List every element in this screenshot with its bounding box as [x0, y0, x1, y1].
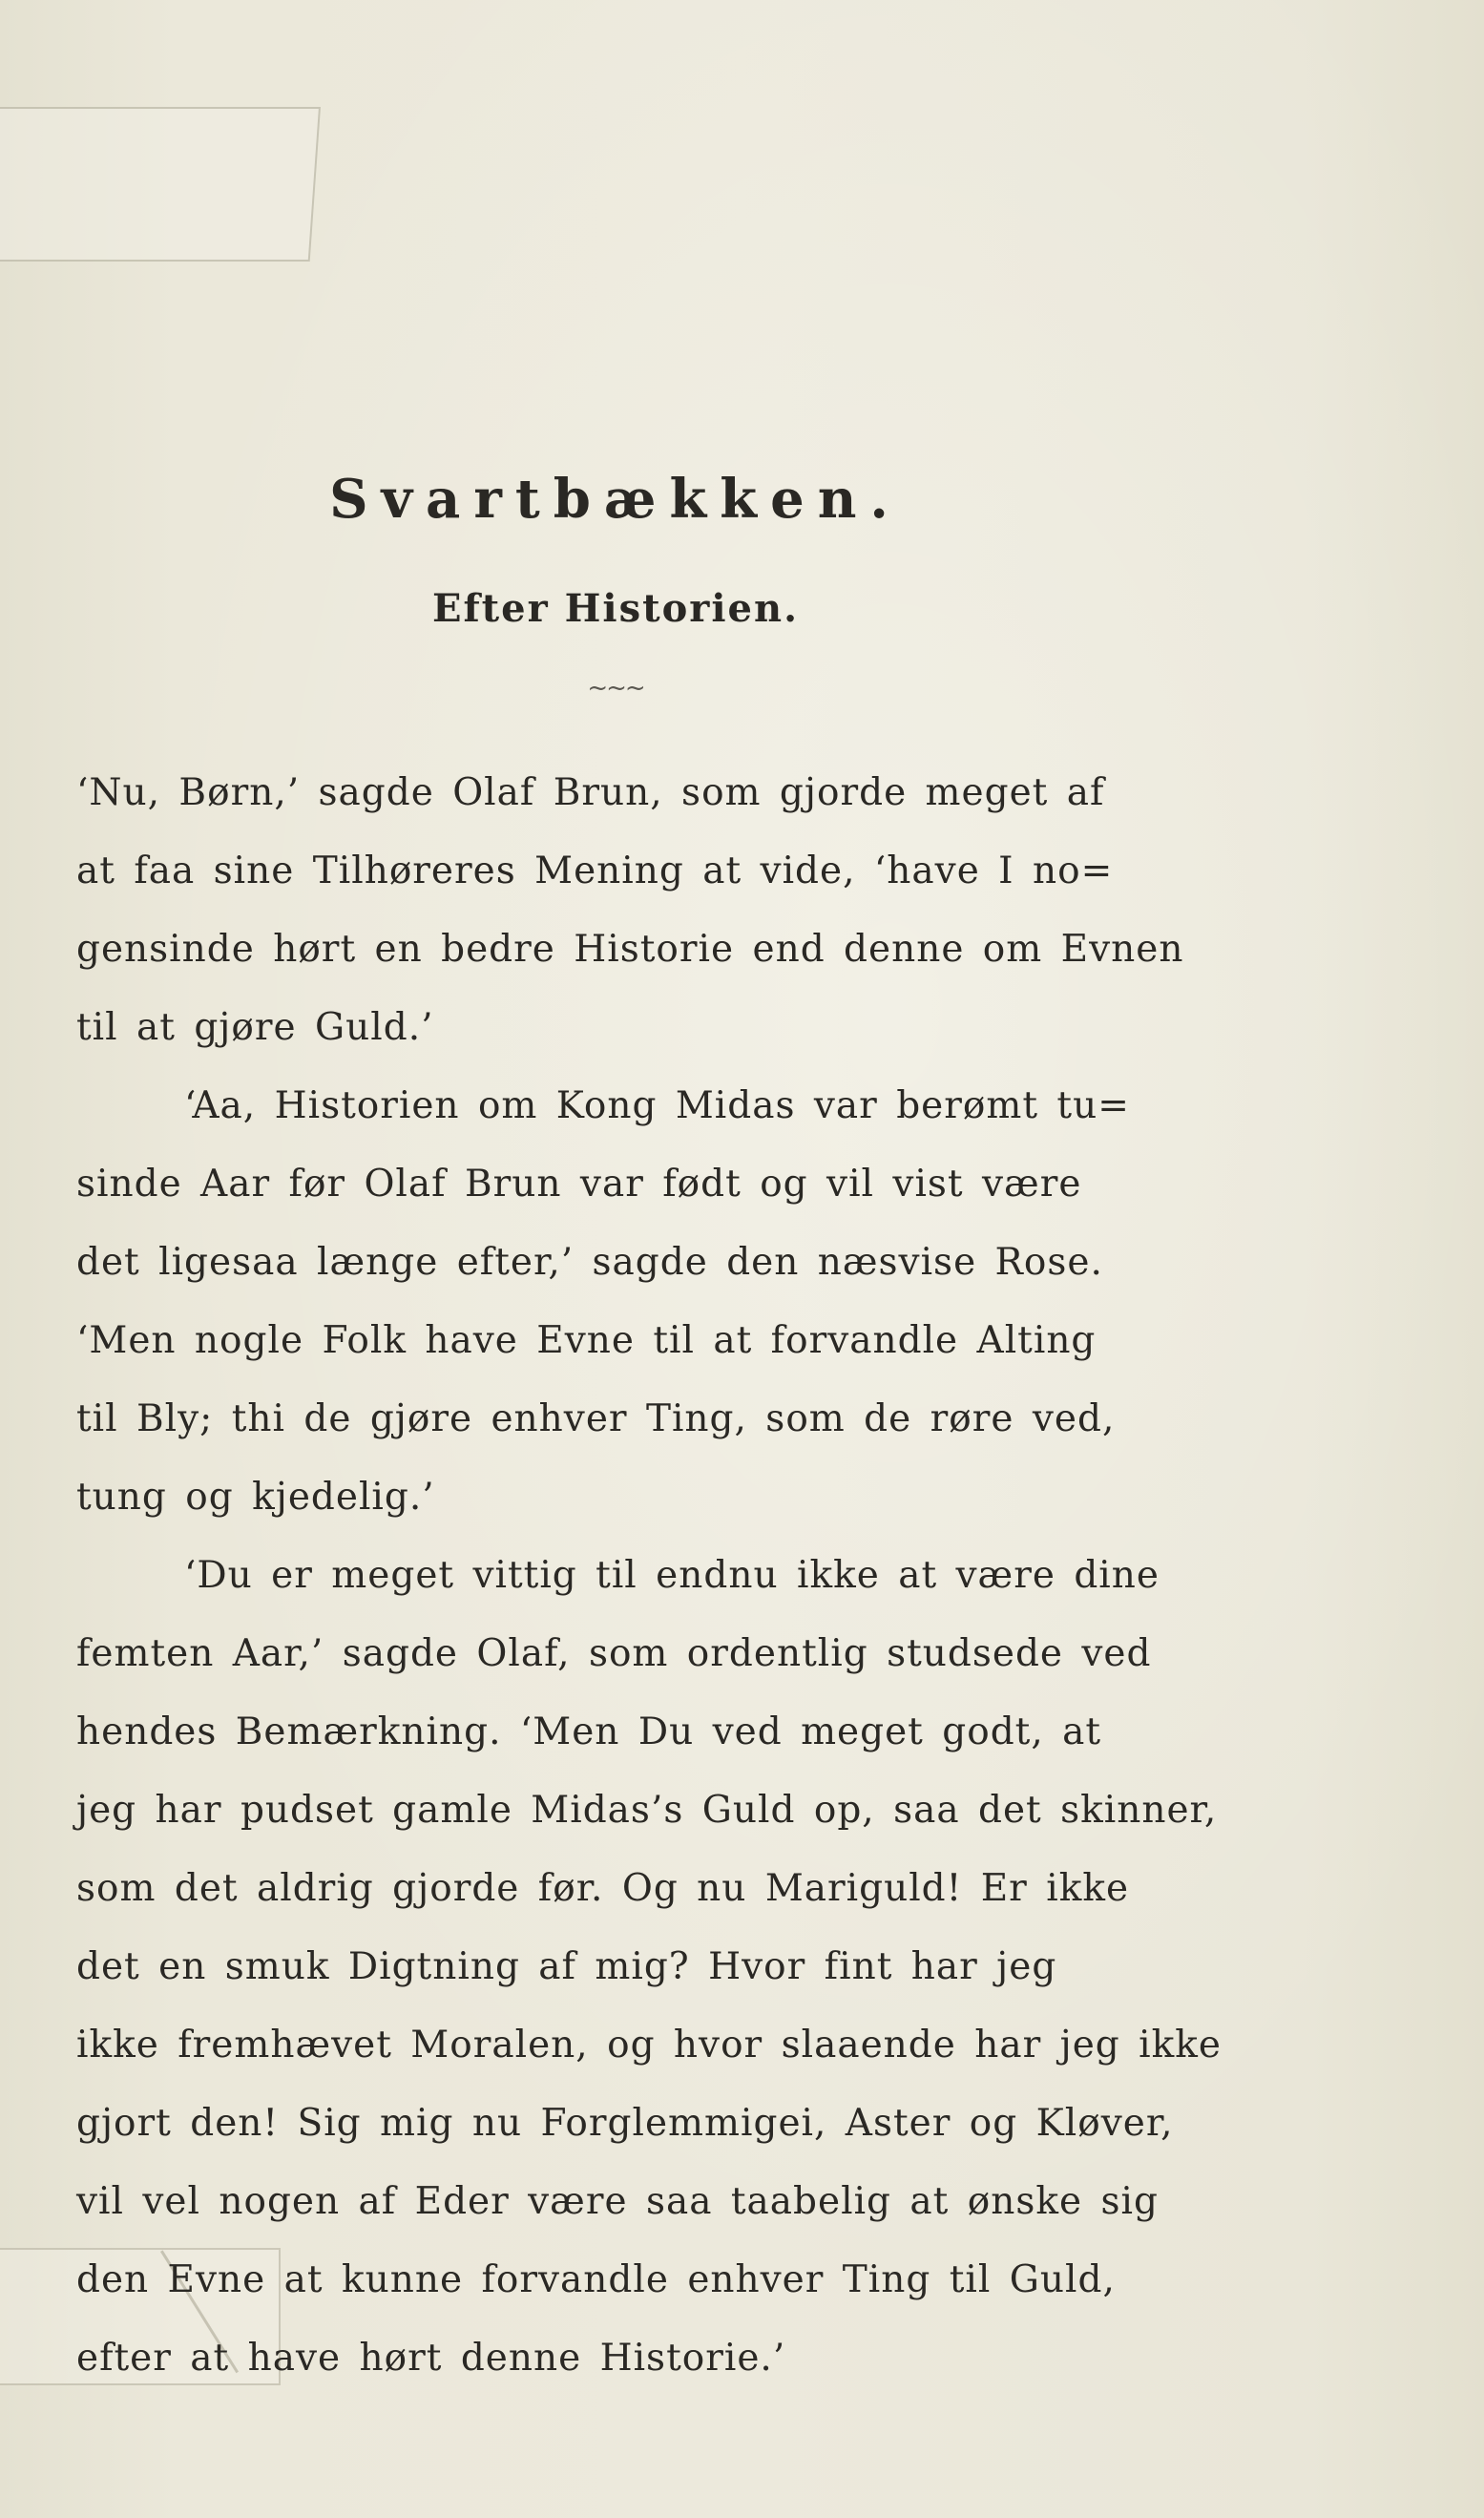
paragraph-2 [76, 1067, 1164, 1537]
text-line: ‘Nu, Børn,’ sagde Olaf Brun, som gjorde meget af [76, 771, 1105, 814]
text-line: til Bly; thi de gjøre enhver Ting, som de røre ved, [76, 1397, 1116, 1440]
paragraph-3 [76, 1537, 1222, 2398]
text-line: femten Aar,’ sagde Olaf, som ordentlig studsede ved [76, 1632, 1152, 1675]
text-line: som det aldrig gjorde før. Og nu Mariguld! Er ikke [76, 1867, 1130, 1910]
chapter-title: Svartbækken. [329, 468, 902, 531]
text-line: tung og kjedelig.’ [76, 1476, 435, 1519]
text-line: sinde Aar før Olaf Brun var født og vil vist være [76, 1163, 1082, 1206]
text-line: det en smuk Digtning af mig? Hvor fint har jeg [76, 1945, 1057, 1988]
text-line: det ligesaa længe efter,’ sagde den næsvise Rose. [76, 1241, 1103, 1284]
text-line: ‘Men nogle Folk have Evne til at forvandle Alting [76, 1319, 1097, 1362]
text-line: vil vel nogen af Eder være saa taabelig at ønske sig [76, 2180, 1159, 2223]
text-line: at faa sine Tilhøreres Mening at vide, ‘have I no= [76, 850, 1114, 892]
paragraph-1 [76, 754, 1184, 1067]
text-line: efter at have hørt denne Historie.’ [76, 2337, 786, 2380]
text-line: ‘Aa, Historien om Kong Midas var berømt tu= [184, 1084, 1130, 1127]
chapter-subtitle: Efter Historien. [431, 586, 799, 631]
tape-mark-top [0, 107, 321, 262]
text-line: ‘Du er meget vittig til endnu ikke at være dine [184, 1554, 1160, 1597]
text-line: gjort den! Sig mig nu Forglemmigei, Aster og Kløver, [76, 2102, 1174, 2145]
text-line: gensinde hørt en bedre Historie end denne om Evnen [76, 928, 1184, 971]
text-line: til at gjøre Guld.’ [76, 1006, 434, 1049]
text-line: jeg har pudset gamle Midas’s Guld op, saa det skinner, [76, 1789, 1218, 1832]
text-line: ikke fremhævet Moralen, og hvor slaaende har jeg ikke [76, 2024, 1222, 2067]
text-line: den Evne at kunne forvandle enhver Ting til Guld, [76, 2258, 1116, 2301]
text-line: hendes Bemærkning. ‘Men Du ved meget godt, at [76, 1710, 1102, 1753]
body-text [76, 754, 1222, 2398]
ornament-divider: ~~~ [587, 674, 644, 703]
